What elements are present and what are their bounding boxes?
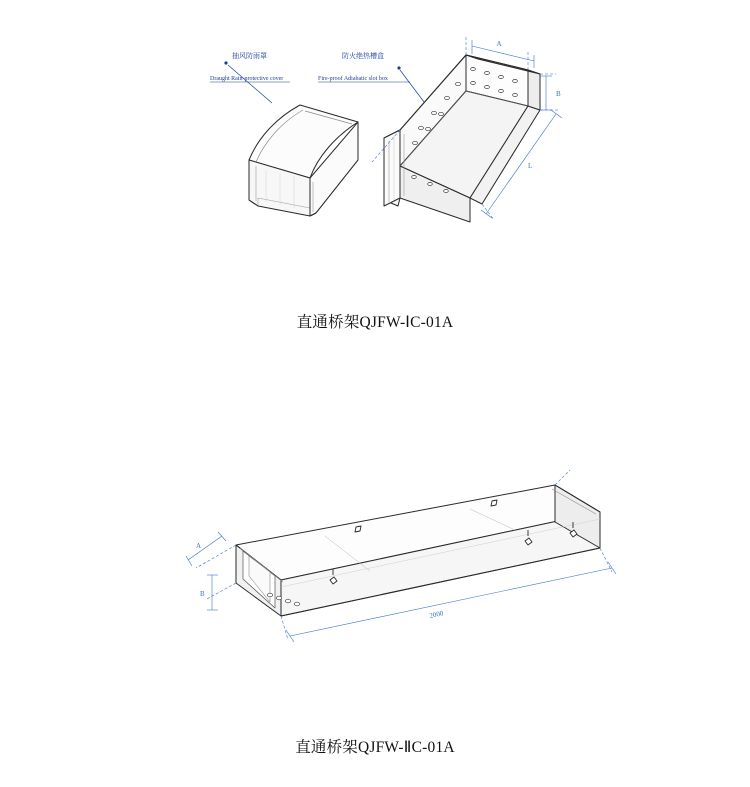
figure-2-drawing bbox=[0, 440, 750, 700]
figure-1-drawing bbox=[0, 10, 750, 310]
annotation-fire-proof-adiabatic-slot-box bbox=[318, 51, 410, 82]
rain-protective-cover-body bbox=[249, 105, 358, 216]
figure-2-caption: 直通桥架QJFW-ⅡC-01A bbox=[295, 739, 455, 756]
figure-1-caption: 直通桥架QJFW-ⅠC-01A bbox=[296, 314, 454, 331]
annotation-label-cn: 防火绝热槽盒 bbox=[342, 53, 384, 60]
annotation-label-en: Fire-proof Adiabatic slot box bbox=[318, 76, 388, 82]
annotation-leaders bbox=[224, 61, 430, 110]
dimension-label-b: B bbox=[200, 590, 205, 598]
annotation-label-cn: 抽风防雨罩 bbox=[232, 53, 267, 60]
dimension-label-a: A bbox=[196, 542, 202, 550]
dimension-label-a: A bbox=[496, 40, 502, 48]
annotation-draught-rain-protective-cover bbox=[210, 51, 290, 82]
dimension-label-length: 2000 bbox=[428, 609, 445, 620]
straight-tray-body bbox=[236, 485, 600, 616]
dimension-label-b: B bbox=[556, 90, 561, 98]
dimension-label-length: L bbox=[528, 162, 533, 170]
annotation-label-en: Draught Rain-protective cover bbox=[210, 76, 284, 82]
